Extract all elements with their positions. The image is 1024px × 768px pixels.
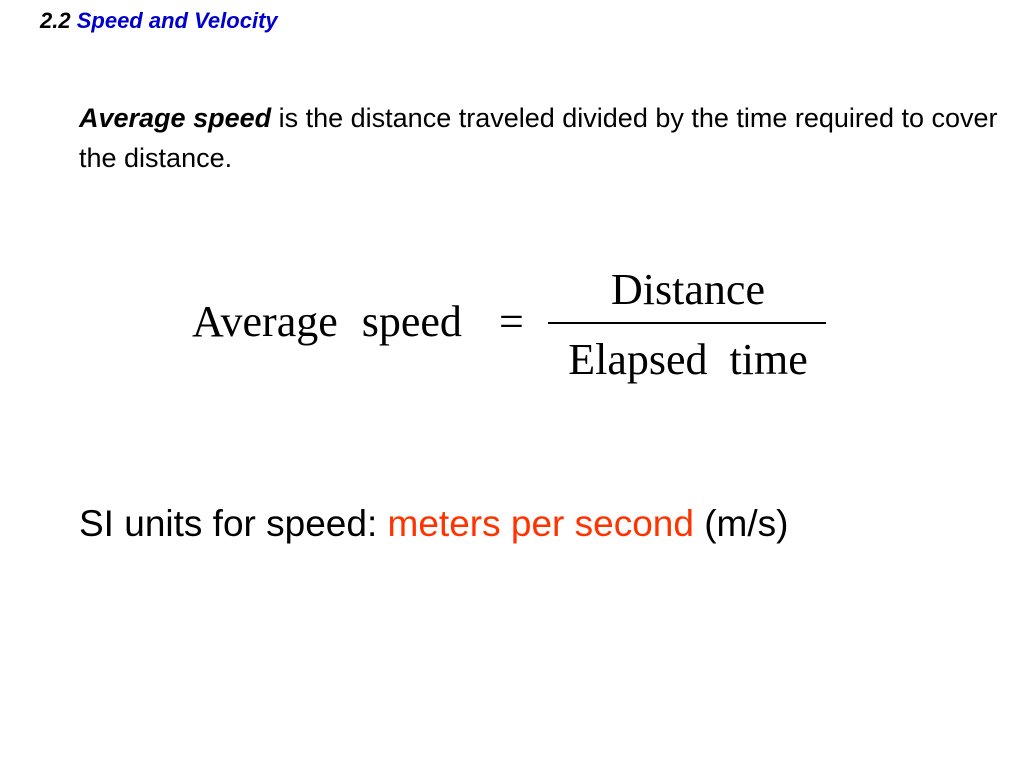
equation-fraction-bar <box>548 322 826 324</box>
equation-lhs <box>192 296 462 348</box>
si-units-symbol: (m/s) <box>693 503 789 544</box>
equation-denominator <box>548 332 828 388</box>
equation-lhs-word-speed: speed <box>361 297 462 346</box>
section-header <box>40 8 278 34</box>
equation-denominator-word-time: time <box>729 335 808 384</box>
equation-numerator: Distance <box>611 265 765 314</box>
definition-paragraph <box>79 98 999 178</box>
section-number: 2.2 <box>40 8 71 33</box>
average-speed-equation <box>192 262 852 392</box>
si-units-name: meters per second <box>387 503 694 544</box>
si-units-statement <box>79 500 788 548</box>
equation-denominator-word-elapsed: Elapsed <box>568 335 708 384</box>
definition-term: Average speed <box>79 103 272 133</box>
definition-text: is the distance traveled divided by the time required to cover the distance. <box>79 103 998 173</box>
section-title: Speed and Velocity <box>76 8 278 33</box>
si-units-prefix: SI units for speed: <box>79 503 388 544</box>
equation-equals-sign: = <box>499 297 524 346</box>
equation-lhs-word-average: Average <box>192 297 338 346</box>
